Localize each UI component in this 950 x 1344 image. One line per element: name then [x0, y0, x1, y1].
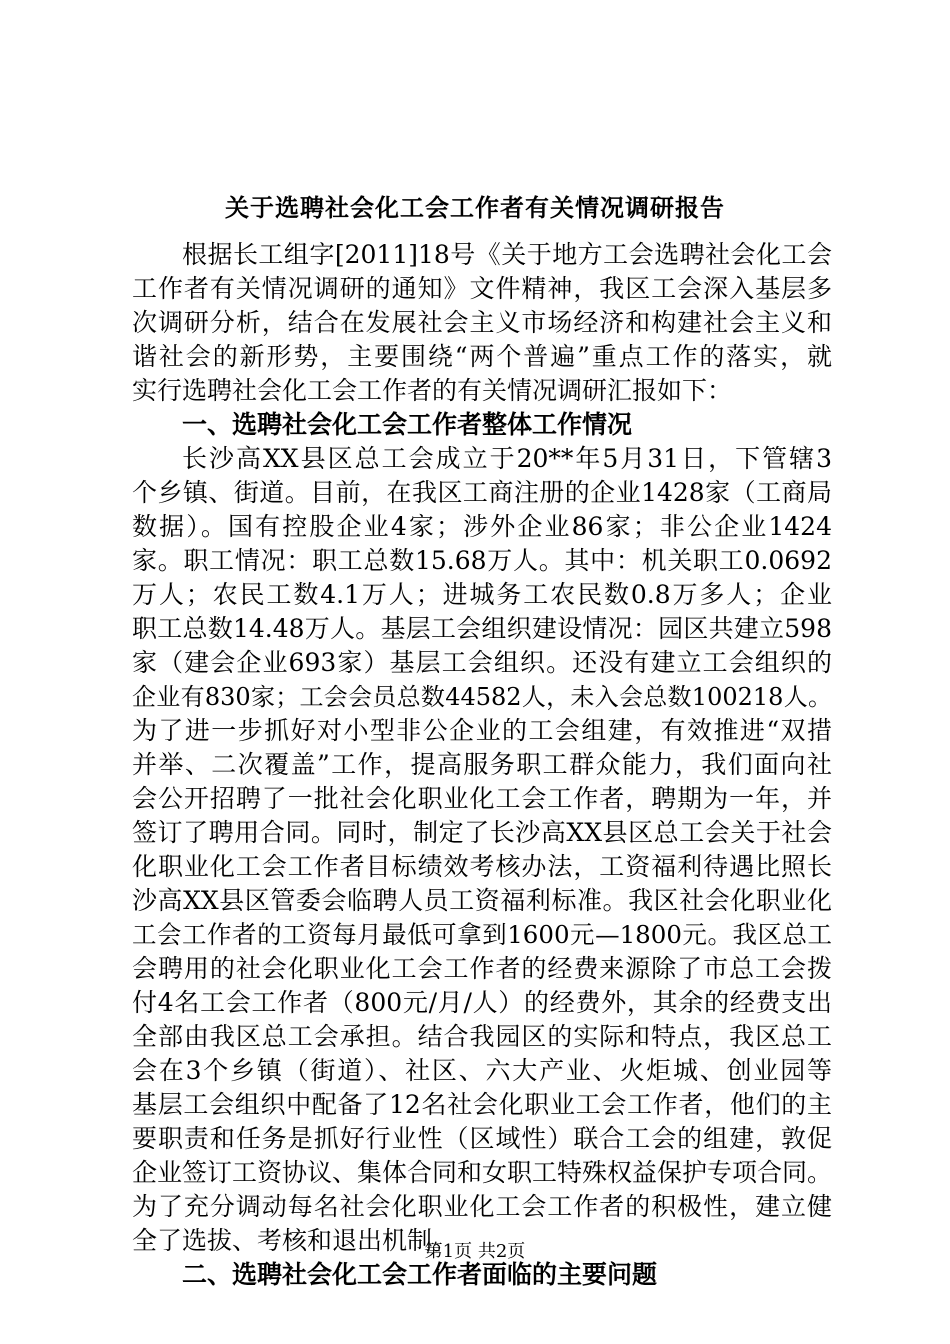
paragraph-line: 并举、二次覆盖”工作，提高服务职工群众能力，我们面向社	[132, 750, 832, 779]
paragraph-line: 会聘用的社会化职业化工会工作者的经费来源除了市总工会拨	[132, 954, 832, 983]
paragraph-line: 职工总数14.48万人。基层工会组织建设情况：园区共建立598	[132, 614, 832, 643]
paragraph-line: 基层工会组织中配备了12名社会化职业工会工作者，他们的主	[132, 1090, 832, 1119]
paragraph-line: 为了进一步抓好对小型非公企业的工会组建，有效推进“双措	[132, 716, 832, 745]
paragraph-line: 化职业化工会工作者目标绩效考核办法，工资福利待遇比照长	[132, 852, 832, 881]
paragraph-line: 谐社会的新形势，主要围绕“两个普遍”重点工作的落实，就	[132, 342, 832, 371]
paragraph-line: 根据长工组字[2011]18号《关于地方工会选聘社会化工会	[182, 240, 832, 269]
paragraph-line: 万人；农民工数4.1万人；进城务工农民数0.8万多人；企业	[132, 580, 832, 609]
paragraph-line: 工会工作者的工资每月最低可拿到1600元—1800元。我区总工	[132, 920, 832, 949]
paragraph-line: 会在3个乡镇（街道）、社区、六大产业、火炬城、创业园等	[132, 1056, 832, 1085]
paragraph-line: 会公开招聘了一批社会化职业化工会工作者，聘期为一年，并	[132, 784, 832, 813]
document-body	[132, 238, 832, 1292]
section-heading-1: 一、选聘社会化工会工作者整体工作情况	[182, 410, 633, 439]
paragraph-line: 长沙高XX县区总工会成立于20**年5月31日，下管辖3	[182, 444, 832, 473]
paragraph-line: 签订了聘用合同。同时，制定了长沙高XX县区总工会关于社会	[132, 818, 832, 847]
paragraph-line: 企业签订工资协议、集体合同和女职工特殊权益保护专项合同。	[132, 1158, 833, 1187]
section-heading-2: 二、选聘社会化工会工作者面临的主要问题	[182, 1260, 658, 1289]
paragraph-line: 次调研分析，结合在发展社会主义市场经济和构建社会主义和	[132, 308, 832, 337]
paragraph-line: 要职责和任务是抓好行业性（区域性）联合工会的组建，敦促	[132, 1124, 832, 1153]
paragraph-line: 全了选拔、考核和退出机制。	[132, 1226, 458, 1255]
paragraph-line: 工作者有关情况调研的通知》文件精神，我区工会深入基层多	[132, 274, 832, 303]
paragraph-line: 沙高XX县区管委会临聘人员工资福利标准。我区社会化职业化	[132, 886, 832, 915]
paragraph-line: 家（建会企业693家）基层工会组织。还没有建立工会组织的	[132, 648, 832, 677]
paragraph-line: 企业有830家；工会会员总数44582人，未入会总数100218人。	[132, 683, 832, 711]
paragraph-line: 家。职工情况：职工总数15.68万人。其中：机关职工0.0692	[132, 546, 832, 575]
paragraph-line: 数据）。国有控股企业4家；涉外企业86家；非公企业1424	[132, 512, 832, 541]
paragraph-line: 个乡镇、街道。目前，在我区工商注册的企业1428家（工商局	[132, 478, 832, 507]
document-title: 关于选聘社会化工会工作者有关情况调研报告	[225, 193, 725, 222]
paragraph-line: 实行选聘社会化工会工作者的有关情况调研汇报如下：	[132, 376, 733, 405]
page-footer: 第1页 共2页	[424, 1241, 526, 1262]
paragraph-line: 全部由我区总工会承担。结合我园区的实际和特点，我区总工	[132, 1022, 832, 1051]
paragraph-line: 为了充分调动每名社会化职业化工会工作者的积极性，建立健	[132, 1192, 832, 1221]
paragraph-line: 付4名工会工作者（800元/月/人）的经费外，其余的经费支出	[132, 988, 832, 1017]
